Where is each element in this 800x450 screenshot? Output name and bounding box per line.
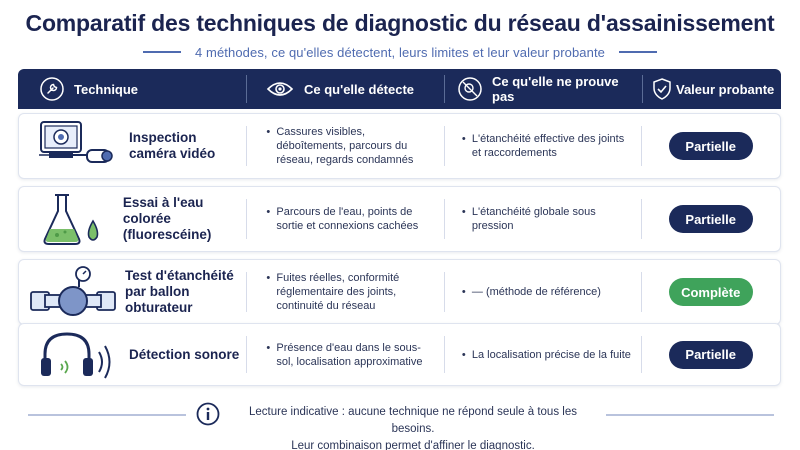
flask-icon: [29, 189, 115, 249]
table-row: [18, 186, 781, 252]
detects-text: Fuites réelles, conformité réglementaire des joints, continuité du réseau: [276, 272, 400, 312]
header-not-prove-label: Ce qu'elle ne prouve pas: [492, 74, 619, 104]
footer-divider-right: [606, 414, 774, 416]
header-value: [642, 69, 781, 109]
table-row: [18, 323, 781, 386]
footer-text: [228, 404, 598, 450]
camera-icon: [29, 116, 121, 176]
subtitle-divider-right: [619, 51, 657, 53]
value-cell: [641, 324, 780, 385]
value-cell: [641, 260, 780, 324]
no-search-icon: [458, 77, 482, 101]
table-row: [18, 259, 781, 325]
header-technique: [18, 69, 246, 109]
header-value-label: Valeur probante: [676, 81, 775, 97]
wrench-icon: [40, 77, 64, 101]
technique-name-line2: par ballon obturateur: [125, 284, 193, 315]
value-badge: Complète: [669, 278, 753, 306]
not-prove-text: — (méthode de référence): [471, 286, 601, 298]
shield-check-icon: [652, 78, 672, 100]
technique-name-line2: (fluorescéine): [122, 227, 212, 242]
value-cell: [641, 187, 780, 251]
detects-cell: • Cassures visibles, déboîtements, parcours du réseau, regards condamnés: [246, 114, 444, 178]
value-badge: Partielle: [669, 205, 753, 233]
not-prove-text: L'étanchéité effective des joints et raccordements: [471, 133, 625, 159]
value-badge: Partielle: [669, 341, 753, 369]
detects-text: Parcours de l'eau, points de sortie et connexions cachées: [276, 206, 419, 232]
footer-line2: Leur combinaison permet d'affiner le diagnostic.: [291, 440, 535, 450]
technique-name: [121, 130, 215, 162]
footer-divider-left: [28, 414, 186, 416]
info-icon: [196, 402, 220, 431]
technique-name-line1: Détection sonore: [129, 346, 240, 362]
footer-note: [0, 400, 800, 450]
page-subtitle: 4 méthodes, ce qu'elles détectent, leurs limites et leur valeur probante: [194, 44, 605, 60]
technique-name-line1: Inspection: [129, 130, 197, 145]
technique-name: [121, 347, 239, 363]
technique-name: [117, 268, 246, 316]
pipe-gauge-icon: [29, 262, 117, 322]
detects-text: Cassures visibles, déboîtements, parcours du réseau, regards condamnés: [276, 126, 414, 166]
eye-icon: [266, 79, 294, 99]
value-badge: Partielle: [669, 132, 753, 160]
detects-cell: • Fuites réelles, conformité réglementaire des joints, continuité du réseau: [246, 260, 444, 324]
technique-name-line2: caméra vidéo: [129, 146, 216, 161]
not-prove-text: L'étanchéité globale sous pression: [471, 206, 596, 232]
table-row: [18, 113, 781, 179]
not-prove-cell: • La localisation précise de la fuite: [444, 324, 642, 385]
technique-name: [115, 195, 246, 243]
page-title: Comparatif des techniques de diagnostic du réseau d'assainissement: [25, 10, 775, 36]
header-detects: [246, 69, 444, 109]
subtitle-divider-left: [143, 51, 181, 53]
not-prove-cell: • L'étanchéité globale sous pression: [444, 187, 642, 251]
value-cell: [641, 114, 780, 178]
subtitle-row: [0, 44, 800, 60]
table-header: [18, 69, 781, 109]
headphones-icon: [29, 325, 121, 385]
not-prove-cell: • — (méthode de référence): [444, 260, 642, 324]
technique-cell: [19, 324, 246, 385]
header-detects-label: Ce qu'elle détecte: [304, 81, 415, 97]
technique-name-line1: Test d'étanchéité: [125, 268, 234, 283]
header-technique-label: Technique: [74, 81, 139, 97]
technique-cell: [19, 187, 246, 251]
detects-cell: • Présence d'eau dans le sous-sol, localisation approximative: [246, 324, 444, 385]
not-prove-cell: • L'étanchéité effective des joints et raccordements: [444, 114, 642, 178]
detects-text: Présence d'eau dans le sous-sol, localisation approximative: [276, 341, 423, 368]
footer-line1: Lecture indicative : aucune technique ne répond seule à tous les besoins.: [249, 406, 577, 435]
technique-cell: [19, 260, 246, 324]
detects-cell: • Parcours de l'eau, points de sortie et connexions cachées: [246, 187, 444, 251]
header-not-prove: [444, 69, 642, 109]
not-prove-text: La localisation précise de la fuite: [471, 348, 631, 361]
technique-name-line1: Essai à l'eau colorée: [122, 195, 204, 226]
technique-cell: [19, 114, 246, 178]
